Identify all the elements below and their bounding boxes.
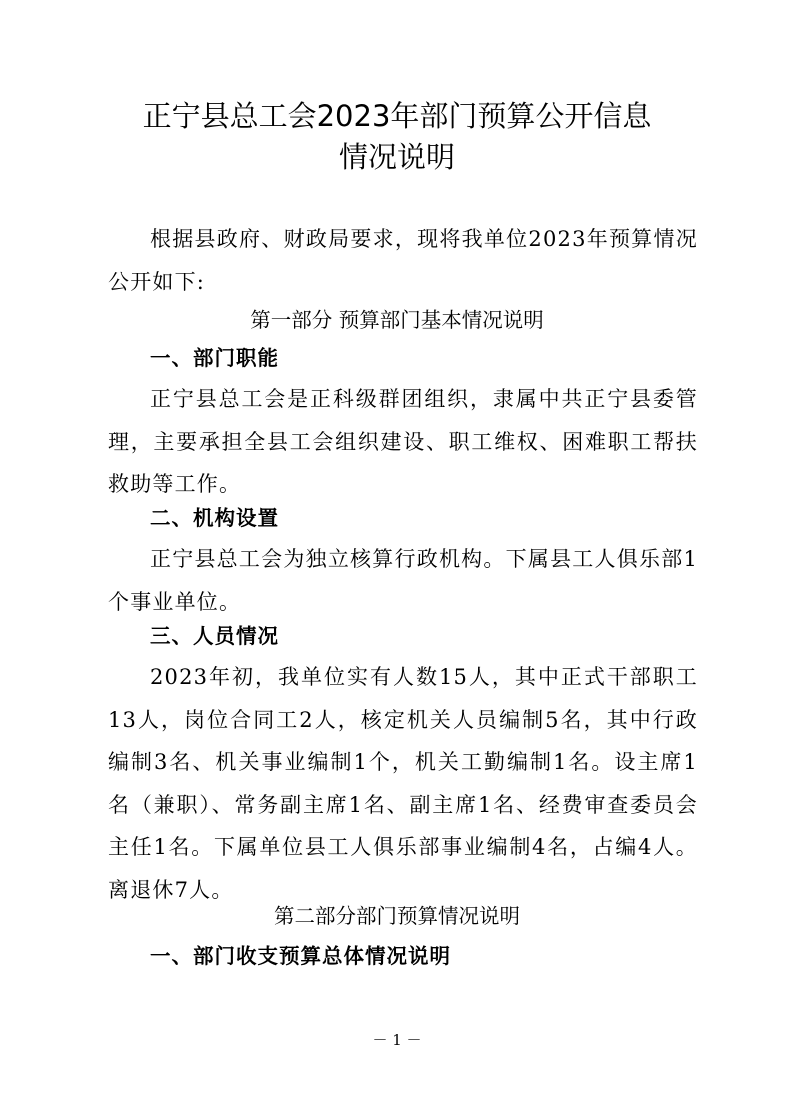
section-heading-structure: 二、机构设置	[150, 506, 279, 530]
section-heading-budget-overview: 一、部门收支预算总体情况说明	[150, 944, 451, 968]
document-title-line1: 正宁县总工会2023年部门预算公开信息	[142, 99, 652, 133]
functions-paragraph: 正宁县总工会是正科级群团组织，隶属中共正宁县委管理，主要承担全县工会组织建设、职工维权、困难职工帮扶救助等工作。	[108, 387, 698, 497]
structure-paragraph: 正宁县总工会为独立核算行政机构。下属县工人俱乐部1个事业单位。	[108, 547, 698, 614]
staff-paragraph: 2023年初，我单位实有人数15人，其中正式干部职工13人，岗位合同工2人，核定机关人员编制5名，其中行政编制3名、机关事业编制1个，机关工勤编制1名。设主席1名（兼职）、常务副主席1名、副主席1名、经费审查委员会主任1名。下属单位县工人俱乐部事业编制4名，占编4人。离退休7人。	[108, 665, 698, 902]
section-heading-functions: 一、部门职能	[150, 346, 279, 370]
document-title-line2: 情况说明	[338, 140, 455, 174]
part1-heading: 第一部分 预算部门基本情况说明	[250, 308, 544, 332]
section-heading-staff: 三、人员情况	[150, 624, 279, 648]
part2-heading: 第二部分部门预算情况说明	[274, 904, 520, 928]
page-number: － 1 －	[372, 1031, 422, 1049]
intro-paragraph: 根据县政府、财政局要求，现将我单位2023年预算情况公开如下:	[108, 227, 698, 294]
